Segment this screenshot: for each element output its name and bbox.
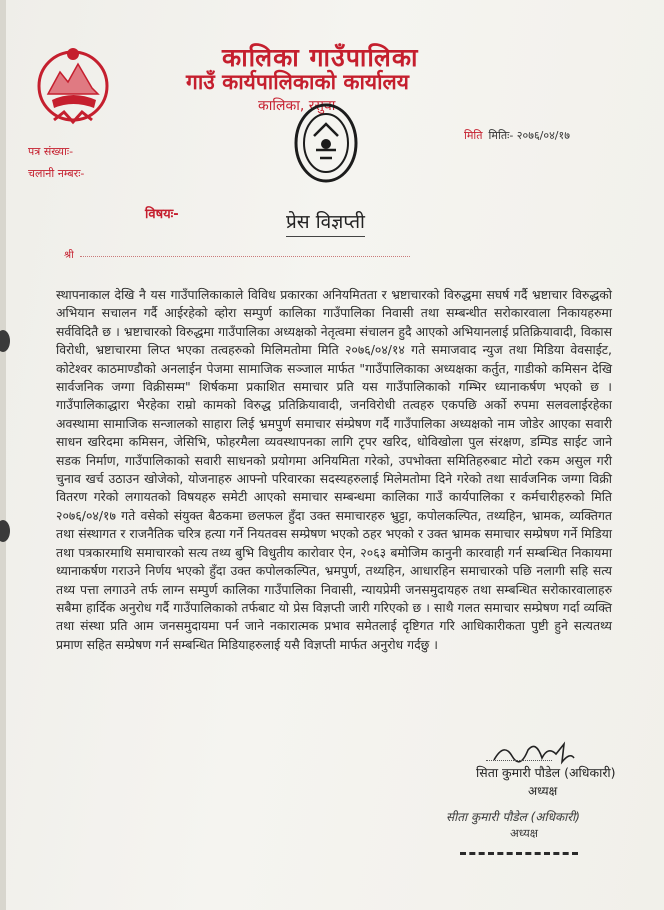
punch-hole [0, 520, 10, 542]
dispatch-number-label: चलानी नम्बरः- [28, 167, 85, 180]
letterhead-address: कालिका, रसुवा [258, 98, 336, 114]
subject-label: विषयः- [145, 207, 179, 222]
date-line [464, 128, 570, 143]
document-title: प्रेस विज्ञप्ती [286, 208, 365, 237]
name-stamp: सीता कुमारी पौडेल (अधिकारी) [446, 810, 580, 824]
name-stamp-title: अध्यक्ष [510, 826, 539, 840]
signatory-name: सिता कुमारी पौडेल (अधिकारी) [476, 765, 616, 780]
nepal-government-emblem-icon [34, 42, 112, 132]
signature-dotted-line [486, 760, 552, 761]
punch-hole [0, 330, 10, 352]
press-release-body: स्थापनाकाल देखि नै यस गाउँपालिकाकाले विविध प्रकारका अनियमितता र भ्रष्टाचारको विरुद्धमा सघर्ष गर्दै भ्रष्टाचार विरुद्धको अभियान सचालन गर्दै आईरहेको व्होरा सम्पुर्ण कालिका गाउँपालिका निवासी तथा सम्बन्धीत सरोकारवाला निकायहरुमा सर्वविदितै छ । भ्रष्टाचारको विरुद्धमा गाउँपालिका अध्यक्षको नेतृत्वमा संचालन हुदै आएको अभियानलाई प्रतिक्रियावादी, विकास विरोधी, भ्रष्टाचारमा लिप्त भएका तत्वहरुको मिलिमतोमा मिति २०७६/०४/१४ गते समाजवाद न्युज तथा मिडिया वेवसाईट, कोटेश्वर काठमाण्डौको अनलाईन पेजमा सामाजिक सञ्जाल मार्फत "गाउँपालिकाका अध्यक्षका कर्तुत, गाडीको कमिसन देखि सार्वजनिक जग्गा विक्रीसम्म" शिर्षकमा प्रकाशित समाचार प्रति यस गाउँपालिकाको गम्भिर ध्यानाकर्षण भएको छ । गाउँपालिकाद्धारा भैरहेका राम्रो कामको विरुद्ध प्रतिक्रियावादी, जनविरोधी तत्वहरु एकपछि अर्को रुपमा सलवलाईरहेका अवस्थामा सामाजिक सन्जालको साहारा लिई भ्रमपुर्ण समाचार संम्प्रेषण गर्दै गाउँपालिका अध्यक्षको नाम जोडेर आएका सवारी साधन खरिदमा कमिसन, जेसिभि, फोहरमैला व्यवस्थापनका लागि टृपर खरिद, धोविखोला पुल संरक्षण, डम्पिड साईट जाने सडक निर्माण, गाउँपालिकाको सवारी साधनको प्रयोगमा अनियमिता गरेको, उपभोक्ता समितिहरुबाट मोटो रकम असुल गरी चुनाव खर्च उठाउन खोजेको, योजनाहरु आफ्नो परिवारका सदस्यहरुलाई मिलेमतोमा दिने गरेको तथा सार्वजनिक जग्गा विक्री वितरण गरेको लगायतको विषयहरु समेटी आएको समाचार सम्बन्धमा कालिका गाउँ कार्यपालिका र कर्मचारीहरुको मिति २०७६/०४/१७ गते वसेको संयुक्त बैठकमा छलफल हुँदा उक्त समाचारहरु भ्रुट्टा, कपोलकल्पित, तथ्यहिन, भ्रामक, व्यक्तिगत तथा संस्थागत र राजनैतिक चरित्र हत्या गर्ने नियतवस सम्प्रेषण भएको ठहर भएको र उक्त भ्रामक समाचार सम्प्रेषण गर्ने मिडिया तथा पत्रकारमाथि समाचारको सत्य तथ्य बुभि विधुतीय कारोवार ऐन, २०६३ बमोजिम कानुनी कारवाही गर्न सम्बन्धित निकायमा ध्यानाकर्षण गराउने निर्णय भएको हुँदा उक्त कपोलकल्पित, भ्रमपुर्ण, तथ्यहिन, आधारहिन समाचारको पछि नलागी सहि सत्य तथ्य पत्ता लगाउने तर्फ लाग्न सम्पुर्ण कालिका गाउँपालिका निवासी, न्यायप्रेमी जनसमुदायहरु तथा सम्बन्धित सरोकारवालाहरु सबैमा हार्दिक अनुरोध गर्दै गाउँपालिकाको तर्फबाट यो प्रेस विज्ञप्ती जारी गरिएको छ । साथै गलत समाचार सम्प्रेषण गर्दा व्यक्ति तथा संस्था प्रति आम जनसमुदायमा पर्न जाने नकारात्मक प्रभाव समेतलाई दृष्टिगत गरि आधिकारीकता पुष्टी हुने सत्यतथ्य प्रमाण सहित सम्प्रेषण गर्न सम्बन्धित मिडियाहरुलाई यसै विज्ञप्ती मार्फत अनुरोध गर्दछु । [56, 287, 612, 652]
bottom-dashed-rule [460, 852, 578, 855]
date-value: मितिः- २०७६/०४/१७ [488, 129, 570, 142]
letterhead-subtitle: गाउँ कार्यपालिकाको कार्यालय [186, 70, 409, 94]
addressee-dotted-line [80, 256, 410, 257]
page-shadow-edge [0, 0, 6, 910]
letterhead-title: कालिका गाउँपालिका [222, 43, 419, 72]
salutation: श्री [64, 250, 74, 261]
date-label: मिति [464, 129, 483, 142]
signatory-title: अध्यक्ष [528, 784, 558, 798]
office-seal-stamp-icon [290, 100, 362, 186]
reference-number-label: पत्र संख्याः- [28, 145, 74, 158]
